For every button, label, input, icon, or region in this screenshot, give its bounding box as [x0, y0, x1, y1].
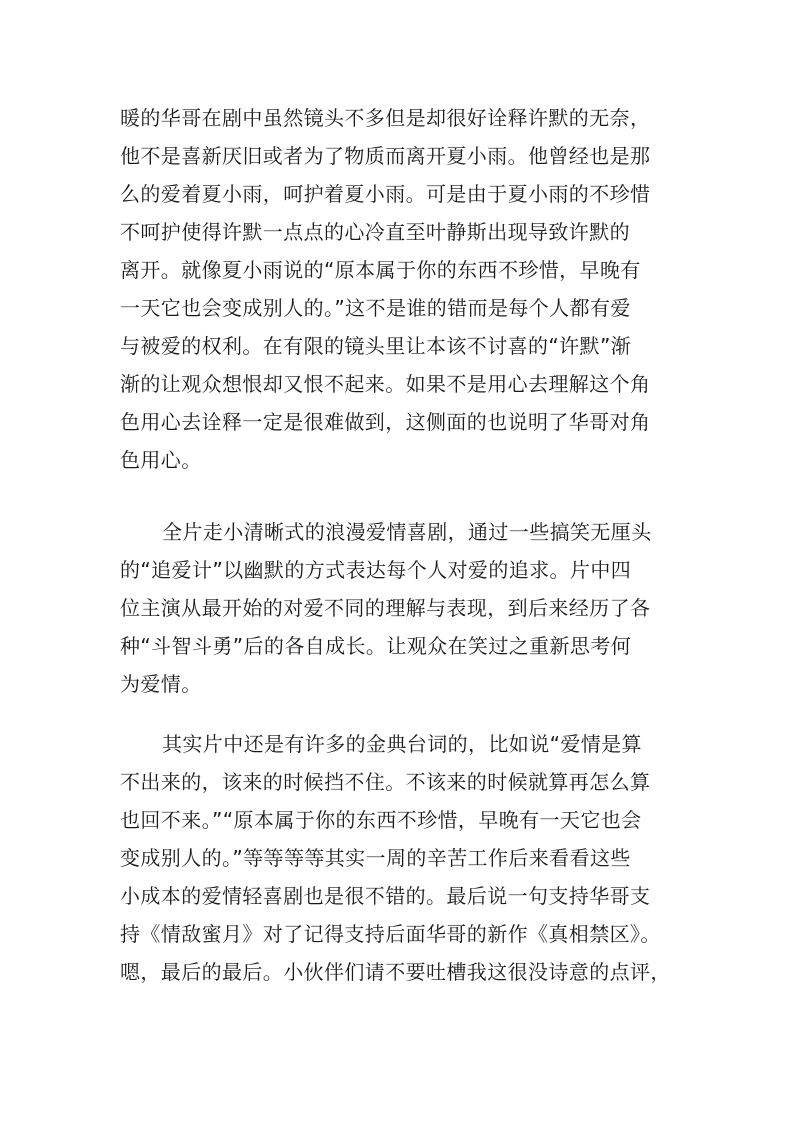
- text-line: 他不是喜新厌旧或者为了物质而离开夏小雨。他曾经也是那: [120, 144, 651, 168]
- text-line: 位主演从最开始的对爱不同的理解与表现，到后来经历了各: [120, 596, 651, 620]
- paragraph-first-line: 其实片中还是有许多的金典台词的，比如说“爱情是算: [162, 732, 642, 756]
- text-line: 不出来的，该来的时候挡不住。不该来的时候就算再怎么算: [120, 770, 651, 794]
- text-line: 小成本的爱情轻喜剧也是很不错的。最后说一句支持华哥支: [120, 884, 651, 908]
- paragraph-first-line: 全片走小清晰式的浪漫爱情喜剧，通过一些搞笑无厘头: [162, 520, 652, 544]
- text-line: 为爱情。: [120, 672, 202, 696]
- text-line: 么的爱着夏小雨，呵护着夏小雨。可是由于夏小雨的不珍惜: [120, 182, 651, 206]
- text-line: 的“追爱计”以幽默的方式表达每个人对爱的追求。片中四: [120, 558, 632, 582]
- text-line: 色用心。: [120, 448, 202, 472]
- text-line: 色用心去诠释一定是很难做到，这侧面的也说明了华哥对角: [120, 410, 651, 434]
- text-line: 也回不来。”“原本属于你的东西不珍惜，早晚有一天它也会: [120, 808, 642, 832]
- text-line: 渐的让观众想恨却又恨不起来。如果不是用心去理解这个角: [120, 372, 651, 396]
- text-line: 种“斗智斗勇”后的各自成长。让观众在笑过之重新思考何: [120, 634, 632, 658]
- text-line: 不呵护使得许默一点点的心冷直至叶静斯出现导致许默的: [120, 220, 630, 244]
- text-line: 离开。就像夏小雨说的“原本属于你的东西不珍惜，早晚有: [120, 258, 641, 282]
- text-line: 与被爱的权利。在有限的镜头里让本该不讨喜的“许默”渐: [120, 334, 632, 358]
- text-line: 暖的华哥在剧中虽然镜头不多但是却很好诠释许默的无奈，: [120, 106, 651, 130]
- text-line: 一天它也会变成别人的。”这不是谁的错而是每个人都有爱: [120, 296, 631, 320]
- text-line: 嗯，最后的最后。小伙伴们请不要吐槽我这很没诗意的点评，: [120, 960, 671, 984]
- text-line: 持《情敌蜜月》对了记得支持后面华哥的新作《真相禁区》。: [120, 922, 661, 946]
- text-line: 变成别人的。”等等等等其实一周的辛苦工作后来看看这些: [120, 846, 631, 870]
